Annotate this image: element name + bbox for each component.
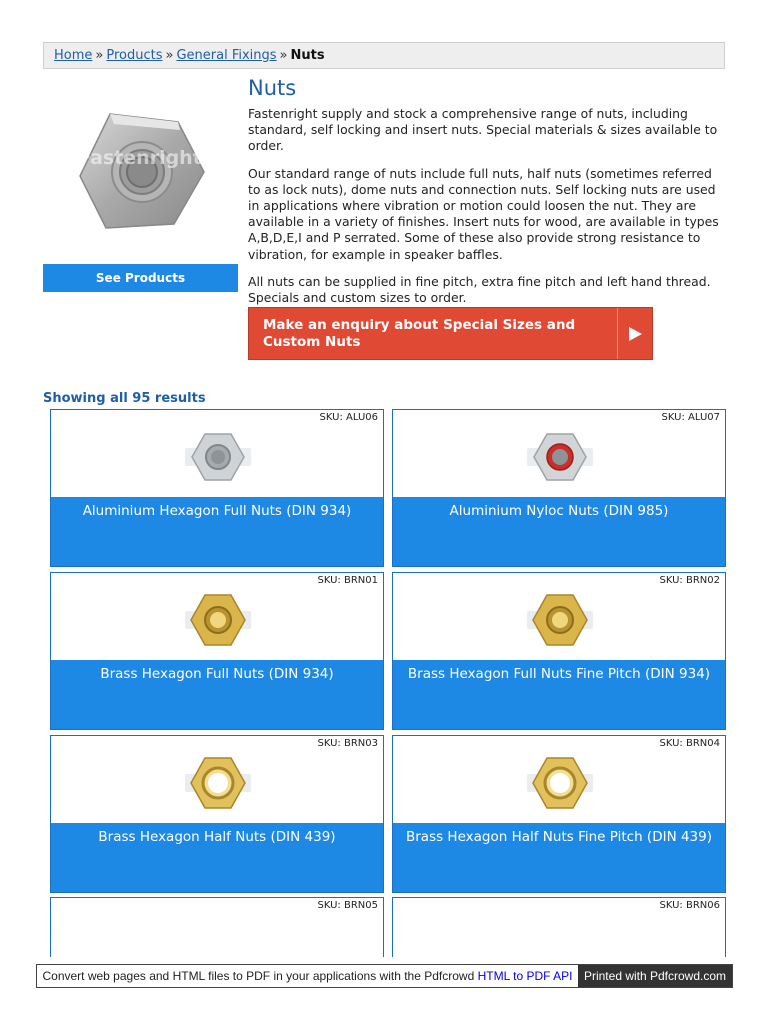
brass-nut-image	[525, 587, 595, 653]
product-card[interactable]	[392, 897, 726, 957]
product-name[interactable]: Brass Hexagon Half Nuts Fine Pitch (DIN 439)	[393, 823, 725, 892]
breadcrumb-products-link[interactable]: Products	[106, 48, 163, 63]
brass-half-nut-image	[183, 750, 253, 816]
product-card[interactable]	[50, 735, 384, 893]
enquiry-button[interactable]	[248, 307, 653, 360]
product-card[interactable]	[392, 409, 726, 567]
watermark: Fastenright	[78, 147, 202, 169]
intro-paragraph: Fastenright supply and stock a comprehensive range of nuts, including standard, self locking and insert nuts. Special materials & sizes available to order.	[248, 106, 718, 154]
product-card[interactable]	[392, 572, 726, 730]
product-sku: SKU: BRN04	[659, 738, 720, 749]
product-card[interactable]	[50, 897, 384, 957]
product-card[interactable]	[50, 572, 384, 730]
hex-nut-image	[70, 100, 210, 240]
product-name[interactable]: Aluminium Hexagon Full Nuts (DIN 934)	[51, 497, 383, 566]
product-name[interactable]: Brass Hexagon Half Nuts (DIN 439)	[51, 823, 383, 892]
breadcrumb-separator: »	[279, 48, 288, 63]
results-count: Showing all 95 results	[43, 391, 206, 406]
pdfcrowd-footer	[36, 964, 733, 988]
breadcrumb-separator: »	[165, 48, 174, 63]
product-sku: SKU: ALU06	[319, 412, 378, 423]
options-paragraph: All nuts can be supplied in fine pitch, extra fine pitch and left hand thread. Specials and custom sizes to order.	[248, 273, 711, 306]
nyloc-nut-image	[525, 424, 595, 490]
product-sku: SKU: BRN03	[317, 738, 378, 749]
footer-text: Convert web pages and HTML files to PDF in your applications with the Pdfcrowd	[42, 969, 475, 983]
product-name[interactable]: Brass Hexagon Full Nuts Fine Pitch (DIN 934)	[393, 660, 725, 729]
description-paragraph: Our standard range of nuts include full nuts, half nuts (sometimes referred to as lock nuts), dome nuts and connection nuts. Self locking nuts are used in applications where vibration or motion could loosen the nut. They are available in a variety of finishes. Insert nuts for wood, are available in types A,B,D,E,I and P serrated. Some of these also provide strong resistance to vibration, for example in speaker baffles.	[248, 165, 719, 262]
play-arrow-icon	[617, 308, 652, 359]
page-title: Nuts	[248, 76, 297, 100]
product-sku: SKU: BRN02	[659, 575, 720, 586]
breadcrumb	[43, 42, 725, 69]
product-sku: SKU: BRN05	[317, 900, 378, 911]
aluminium-nut-image	[183, 424, 253, 490]
breadcrumb-home-link[interactable]: Home	[54, 48, 93, 63]
product-card[interactable]	[392, 735, 726, 893]
breadcrumb-current: Nuts	[290, 48, 325, 63]
product-card[interactable]	[50, 409, 384, 567]
printed-with-badge[interactable]: Printed with Pdfcrowd.com	[578, 965, 732, 987]
product-sku: SKU: BRN06	[659, 900, 720, 911]
product-sku: SKU: ALU07	[661, 412, 720, 423]
category-description	[248, 76, 728, 317]
product-sku: SKU: BRN01	[317, 575, 378, 586]
product-name[interactable]: Brass Hexagon Full Nuts (DIN 934)	[51, 660, 383, 729]
footer-text-container	[37, 965, 578, 987]
see-products-button[interactable]: See Products	[43, 264, 238, 292]
breadcrumb-general-fixings-link[interactable]: General Fixings	[176, 48, 277, 63]
brass-nut-image	[183, 587, 253, 653]
brass-half-nut-image	[525, 750, 595, 816]
breadcrumb-separator: »	[95, 48, 104, 63]
product-name[interactable]: Aluminium Nyloc Nuts (DIN 985)	[393, 497, 725, 566]
html-to-pdf-api-link[interactable]: HTML to PDF API	[477, 969, 573, 983]
enquiry-label: Make an enquiry about Special Sizes and Custom Nuts	[263, 317, 576, 350]
